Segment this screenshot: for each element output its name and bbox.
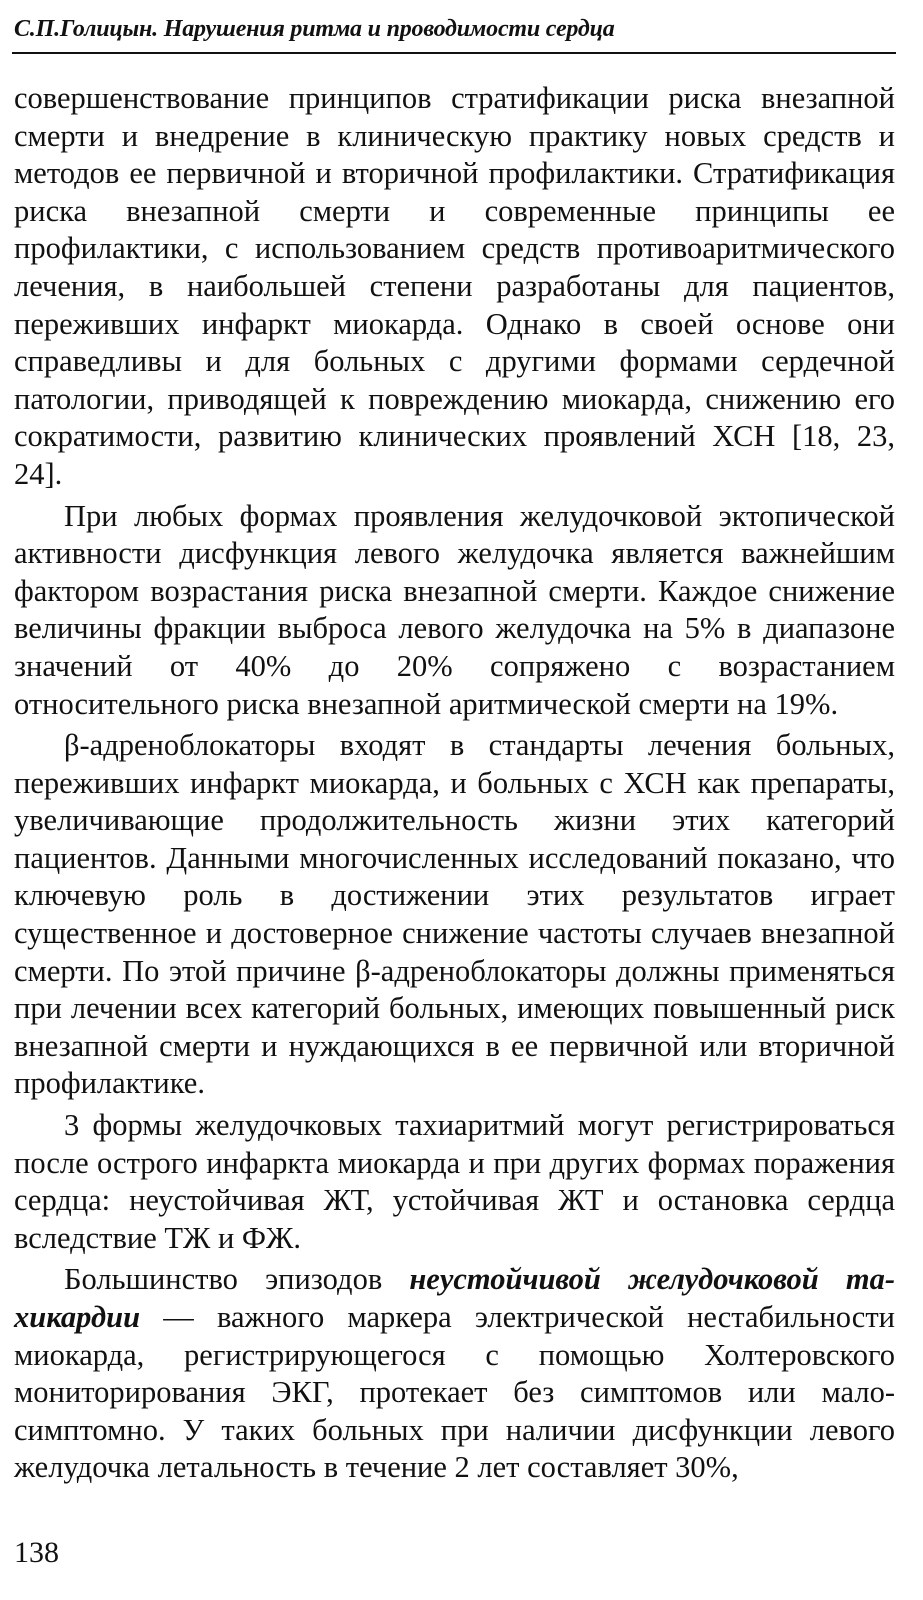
paragraph-2: При любых формах проявления желудочковой эктопической активности дисфункция левого желудочка является важнейшим фактором возрастания риска внезапной смерти. Каждое снижение величины фракции выброса левого желудочка на 5% в диапазоне значений от 40% до 20% сопряжено с возрастанием относительного риска внезапной аритмической смерти на 19%. [14,498,895,721]
term-nonsustained-vt: неустойчивой желудочковой тахикардии [14,1262,895,1334]
paragraph-3: β-адреноблокаторы входят в стандарты лечения больных, переживших инфаркт миокарда, и больных с ХСН как препараты, увеличивающие продолжительность жизни этих категорий пациентов. Данными многочисленных исследований показано, что ключевую роль в достижении этих результатов играет существенное и достоверное снижение частоты случаев внезапной смерти. По этой причине β-адреноблокаторы должны применяться при лечении всех категорий больных, имеющих повышенный риск внезапной смерти и нуждающихся в ее первичной или вторичной профилактике. [14,728,895,1101]
paragraph-5-rest: — важного маркера электрической нестабильности миокарда, регистрирующегося с помощью Холтеровского мониторирования ЭКГ, протекает без симптомов или малосимптомно. У таких больных при наличии дисфункции левого желудочка летальность в течение 2 лет составляет 30%, [14,1300,895,1485]
body-text [14,80,895,1487]
running-header: С.П.Голицын. Нарушения ритма и проводимости сердца [14,16,615,42]
paragraph-5-lead: Большинство эпизодов [64,1262,410,1297]
header-rule [12,52,896,54]
paragraph-4: 3 формы желудочковых тахиаритмий могут регистрироваться после острого инфаркта миокарда и при других формах поражения сердца: неустойчивая ЖТ, устойчивая ЖТ и остановка сердца вследствие ТЖ и ФЖ. [14,1108,895,1255]
paragraph-5 [14,1261,895,1487]
paragraph-1: совершенствование принципов стратификации риска внезапной смерти и внедрение в клиническую практику новых средств и методов ее первичной и вторичной профилактики. Стратификация риска внезапной смерти и современные принципы ее профилактики, с использованием средств противоаритмического лечения, в наибольшей степени разработаны для пациентов, переживших инфаркт миокарда. Однако в своей основе они справедливы и для больных с другими формами сердечной патологии, приводящей к повреждению миокарда, снижению его сократимости, развитию клинических проявлений ХСН [18, 23, 24]. [14,81,895,491]
page-number: 138 [14,1536,59,1569]
